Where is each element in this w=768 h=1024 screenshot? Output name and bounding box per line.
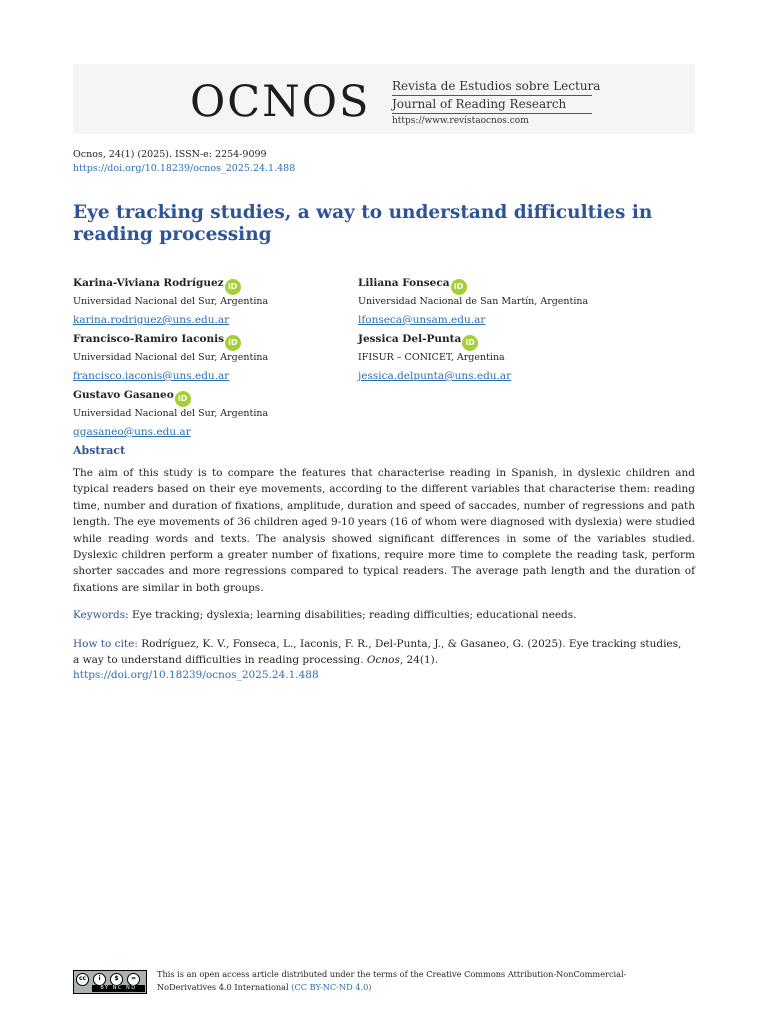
orcid-icon[interactable]: iD [462,335,478,351]
noderivatives-icon: = [127,973,140,986]
author-card [73,327,353,384]
keywords-label: Keywords [73,609,126,621]
journal-logo: OCNOS [190,77,371,127]
author-name: Gustavo Gasaneo [73,389,174,401]
abstract-text: The aim of this study is to compare the features that characterise reading in Spanish, in dyslexic children and typical readers based on their eye movements, according to the different variables that characterise them: reading time, number and duration of fixations, amplitude, duration and speed of saccades, number of regressions and path length. The eye movements of 36 children aged 9-10 years (16 of whom were diagnosed with dyslexia) were studied while reading words and texts. The analysis showed significant differences in some of the variables studied. Dyslexic children perform a greater number of fixations, require more time to complete the reading task, perform shorter saccades and more regressions compared to typical readers. The average path length and the duration of fixations are similar in both groups. [73,467,695,594]
orcid-icon[interactable]: iD [175,391,191,407]
author-email-link[interactable]: karina.rodriguez@uns.edu.ar [73,314,230,326]
orcid-icon[interactable]: iD [225,335,241,351]
how-to-cite [73,637,683,684]
orcid-icon[interactable]: iD [225,279,241,295]
license-statement: This is an open access article distributed under the terms of the Creative Commons Attribution-NonCommercial-NoDerivatives 4.0 International [157,969,627,992]
author-name: Francisco-Ramiro Iaconis [73,333,224,345]
article-title: Eye tracking studies, a way to understand difficulties in reading processing [73,202,653,245]
badge-strip-label: BY NC ND [92,985,145,992]
cc-icon: cc [76,973,89,986]
license-text [157,968,677,993]
author-card [358,271,638,328]
journal-banner [73,64,695,134]
citation-journal: Ocnos, [366,653,404,666]
keywords-text: : Eye tracking; dyslexia; learning disabilities; reading difficulties; educational needs. [125,609,577,621]
attribution-icon: i [93,973,106,986]
author-name: Karina-Viviana Rodríguez [73,277,224,289]
journal-title-spanish: Revista de Estudios sobre Lectura [392,78,592,96]
article-meta [73,148,295,176]
citation-text: Rodríguez, K. V., Fonseca, L., Iaconis, F. R., Del-Punta, J., & Gasaneo, G. (2025). Eye tracking studies, a way to understand difficulties in reading processing. [73,638,682,666]
author-affiliation: IFISUR – CONICET, Argentina [358,352,505,363]
abstract-heading: Abstract [73,444,126,457]
keywords [73,607,695,623]
author-name: Jessica Del-Punta [358,333,462,345]
author-card [358,327,638,384]
author-card [73,271,353,328]
journal-title-block [392,78,601,128]
noncommercial-icon: $ [110,973,123,986]
orcid-icon[interactable]: iD [451,279,467,295]
citation-line: Ocnos, 24(1) (2025). ISSN-e: 2254-9099 [73,149,267,160]
citation-doi-link[interactable]: https://doi.org/10.18239/ocnos_2025.24.1.488 [73,669,319,681]
journal-title-english: Journal of Reading Research [392,96,592,114]
author-email-link[interactable]: lfonseca@unsam.edu.ar [358,314,486,326]
author-email-link[interactable]: jessica.delpunta@uns.edu.ar [358,370,512,382]
author-name: Liliana Fonseca [358,277,450,289]
author-email-link[interactable]: ggasaneo@uns.edu.ar [73,426,191,438]
doi-link[interactable]: https://doi.org/10.18239/ocnos_2025.24.1.488 [73,163,296,174]
author-affiliation: Universidad Nacional del Sur, Argentina [73,296,269,307]
creative-commons-badge[interactable] [73,970,147,994]
author-affiliation: Universidad Nacional de San Martín, Argentina [358,296,589,307]
license-link[interactable]: (CC BY-NC-ND 4.0) [291,981,372,992]
author-affiliation: Universidad Nacional del Sur, Argentina [73,352,269,363]
journal-url[interactable]: https://www.revistaocnos.com [392,116,529,126]
citation-volume: 24(1). [403,653,439,666]
how-to-cite-label: How to cite: [73,638,138,650]
author-card [73,383,353,440]
author-affiliation: Universidad Nacional del Sur, Argentina [73,408,269,419]
author-email-link[interactable]: francisco.iaconis@uns.edu.ar [73,370,230,382]
